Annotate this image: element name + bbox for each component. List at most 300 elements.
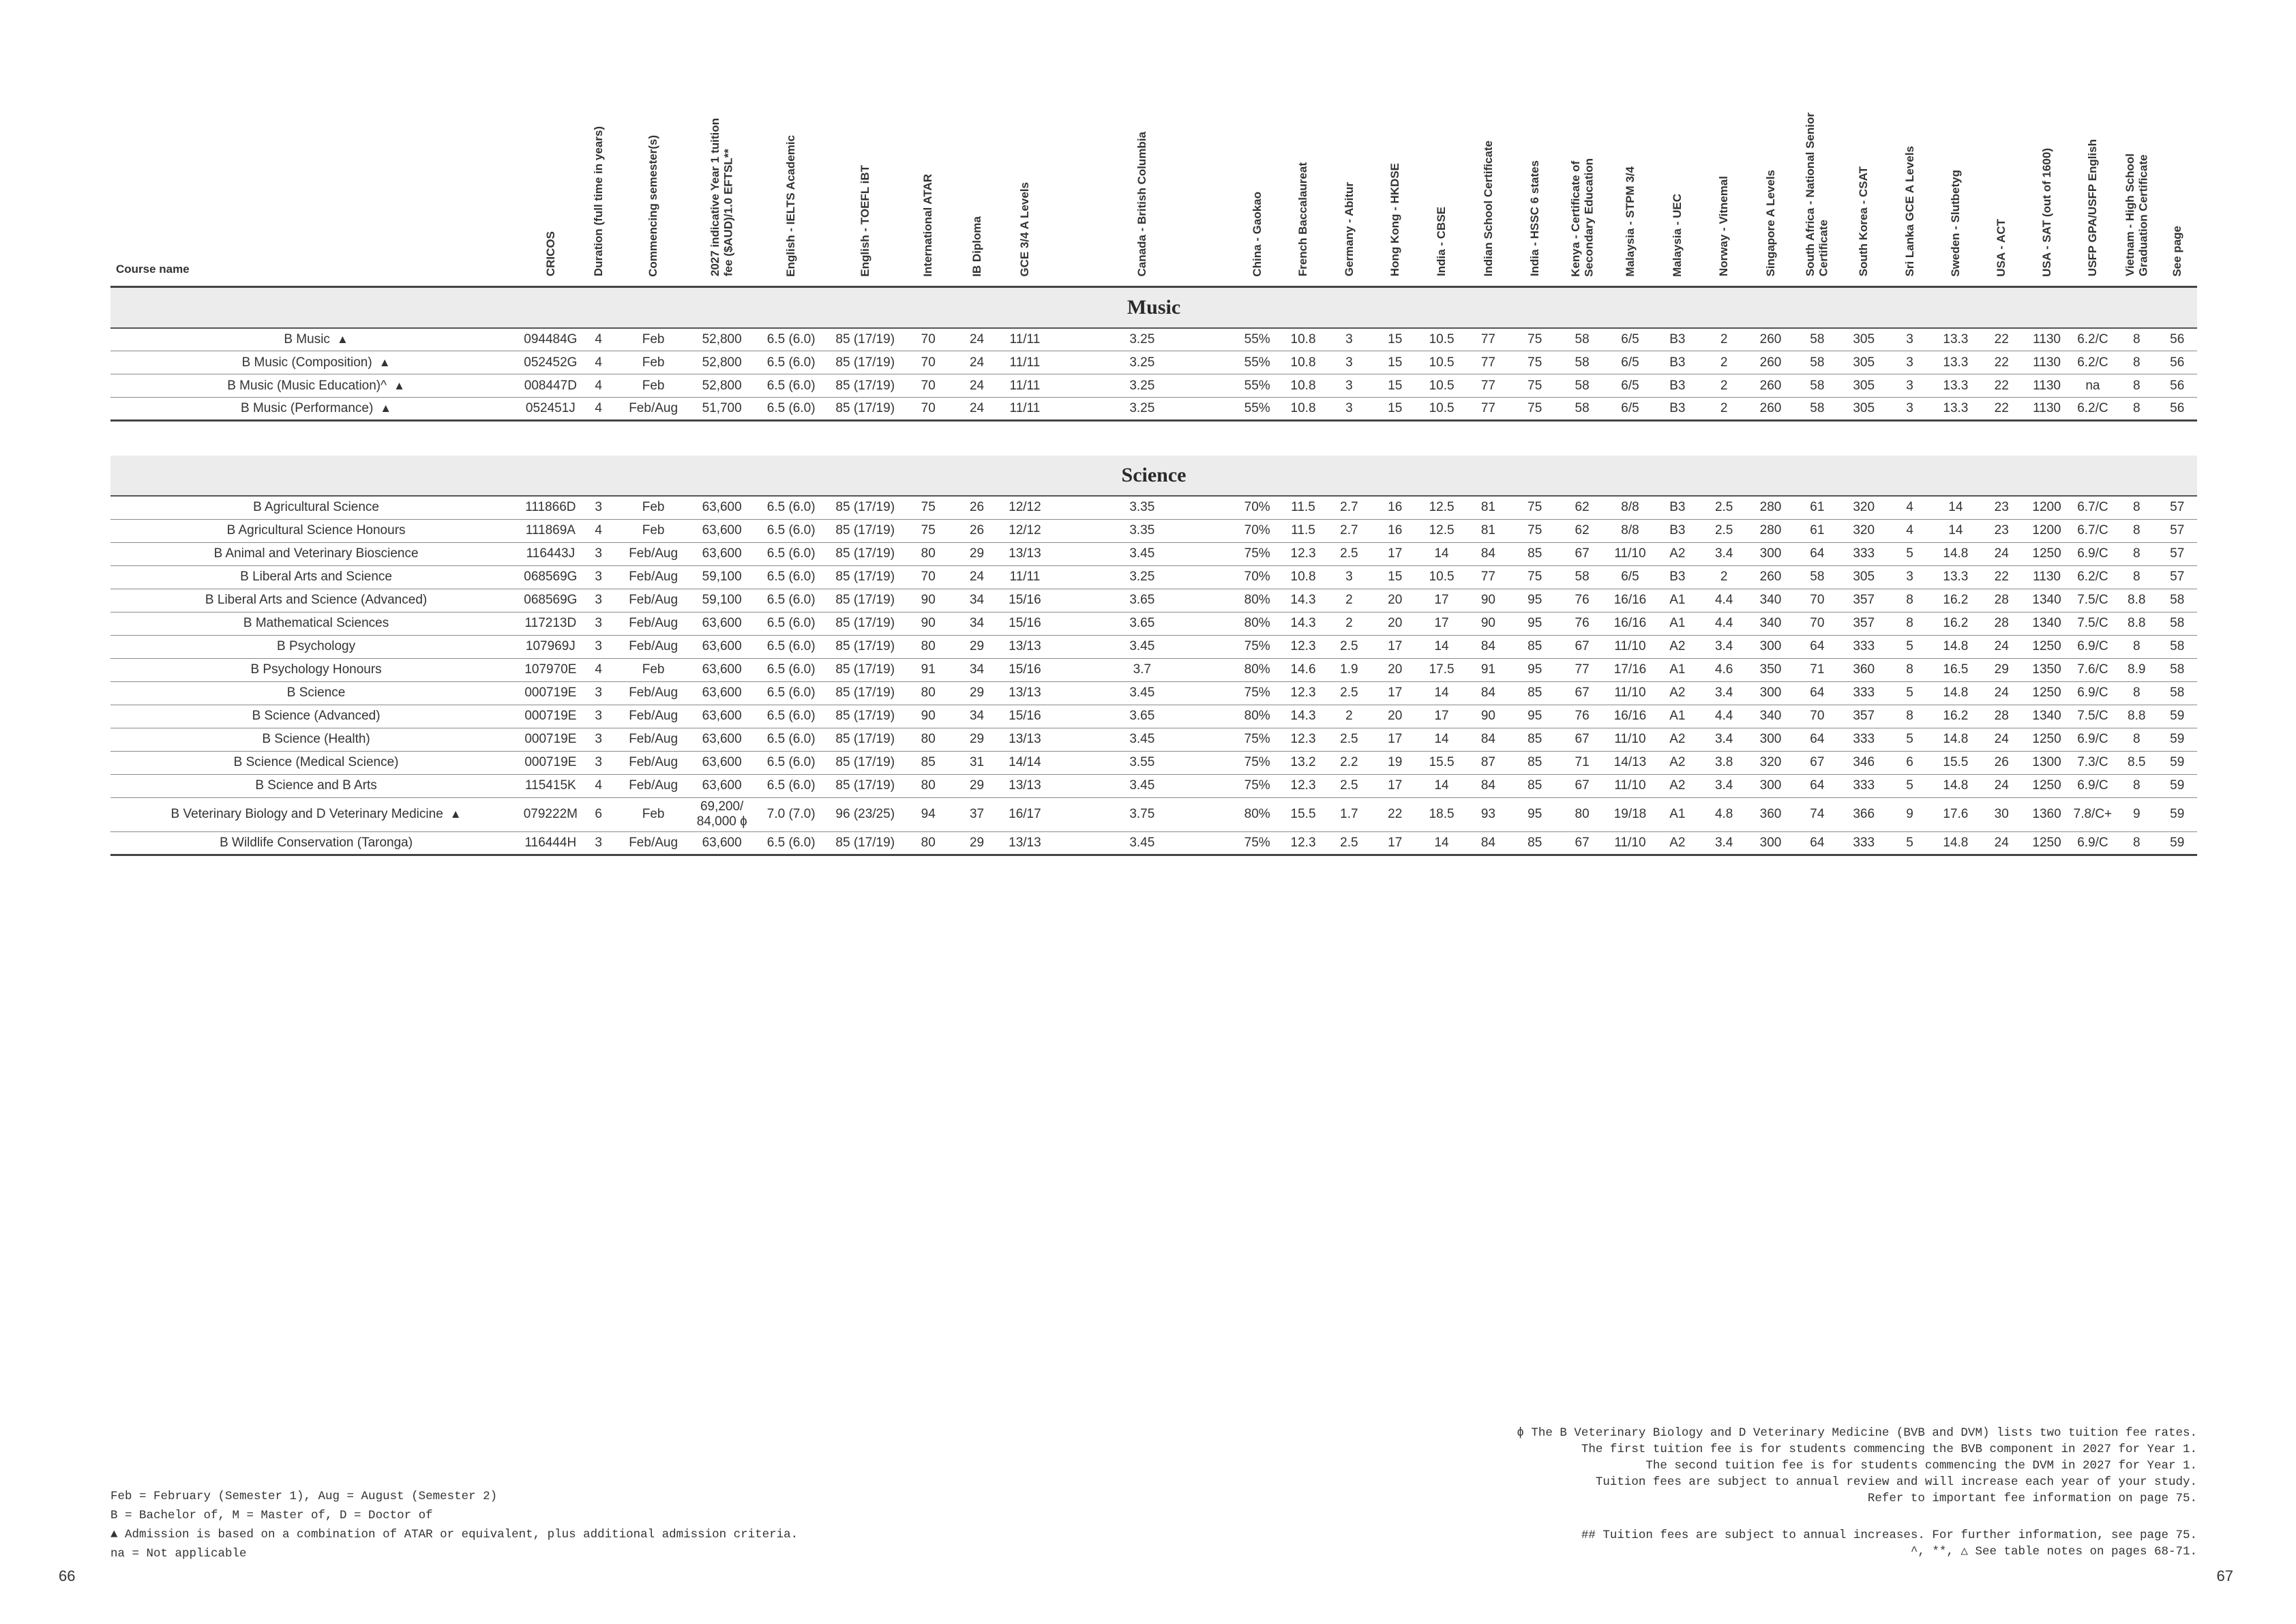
table-cell: 85 (17/19) — [827, 328, 903, 351]
table-cell: 91 — [1465, 658, 1511, 681]
table-cell: 85 — [1512, 728, 1558, 751]
table-cell: 13/13 — [1000, 681, 1049, 705]
table-cell: 56 — [2157, 328, 2197, 351]
table-cell: 58 — [2157, 589, 2197, 612]
table-cell: 2 — [1326, 589, 1371, 612]
table-cell: 77 — [1465, 351, 1511, 374]
table-cell: 2.7 — [1326, 519, 1371, 542]
table-cell: 300 — [1747, 774, 1793, 797]
table-cell: B3 — [1654, 398, 1701, 421]
table-cell: 94 — [903, 797, 953, 831]
table-cell: 16/17 — [1000, 797, 1049, 831]
table-cell: 13.3 — [1933, 351, 1979, 374]
table-cell: 000719E — [522, 751, 579, 774]
table-cell: A1 — [1654, 658, 1701, 681]
column-header-label: GCE 3/4 A Levels — [1018, 181, 1032, 277]
table-cell: 6.5 (6.0) — [755, 589, 828, 612]
table-row — [110, 565, 2197, 589]
fee-note-line: The first tuition fee is for students commencing the BVB component in 2027 for Year 1. — [1581, 1443, 2197, 1456]
table-cell: 14 — [1418, 831, 1465, 855]
table-cell: 20 — [1372, 658, 1418, 681]
table-cell: B3 — [1654, 519, 1701, 542]
table-cell: 29 — [953, 635, 1000, 658]
table-cell: 2.5 — [1701, 519, 1747, 542]
table-cell: 75% — [1235, 728, 1280, 751]
table-cell: 80 — [903, 774, 953, 797]
table-cell: 052451J — [522, 398, 579, 421]
table-cell: 2.5 — [1326, 542, 1371, 565]
table-cell: 70 — [1794, 589, 1840, 612]
table-cell: 346 — [1840, 751, 1887, 774]
table-cell: 6.9/C — [2070, 542, 2116, 565]
table-cell: 70 — [903, 328, 953, 351]
table-cell: 8 — [2116, 398, 2157, 421]
table-cell: 3.65 — [1049, 705, 1234, 728]
table-cell: 63,600 — [689, 705, 755, 728]
table-cell: 4 — [580, 328, 618, 351]
table-cell: 8 — [2116, 635, 2157, 658]
table-cell: 26 — [953, 496, 1000, 519]
table-cell: 8 — [2116, 681, 2157, 705]
fee-notes — [1517, 1425, 2197, 1560]
course-name-cell — [110, 831, 522, 855]
column-header-label: Singapore A Levels — [1763, 169, 1777, 277]
table-cell: 366 — [1840, 797, 1887, 831]
table-cell: 63,600 — [689, 751, 755, 774]
table-cell: 333 — [1840, 681, 1887, 705]
table-cell: 75 — [1512, 328, 1558, 351]
table-cell: 111869A — [522, 519, 579, 542]
fee-note-line: The second tuition fee is for students commencing the DVM in 2027 for Year 1. — [1645, 1459, 2197, 1473]
table-cell: 14.8 — [1933, 774, 1979, 797]
course-name: B Agricultural Science — [253, 500, 379, 515]
table-cell: 1130 — [2024, 328, 2069, 351]
table-cell: 7.5/C — [2070, 705, 2116, 728]
table-cell: 11.5 — [1280, 496, 1326, 519]
table-cell: 24 — [1979, 681, 2024, 705]
table-cell: 58 — [2157, 635, 2197, 658]
table-cell: 11/10 — [1606, 681, 1654, 705]
table-cell: A2 — [1654, 751, 1701, 774]
table-cell: 10.8 — [1280, 351, 1326, 374]
column-header-label: Norway - Vitnemal — [1717, 176, 1731, 277]
multi-line-value: 69,200/ 84,000 ɸ — [696, 799, 747, 829]
column-header — [689, 82, 755, 286]
table-cell: 8 — [2116, 774, 2157, 797]
table-cell: 16/16 — [1606, 612, 1654, 635]
table-cell: 340 — [1747, 705, 1793, 728]
table-cell: A1 — [1654, 705, 1701, 728]
table-cell: 22 — [1979, 398, 2024, 421]
table-cell: 58 — [2157, 658, 2197, 681]
table-cell: 13/13 — [1000, 635, 1049, 658]
table-cell: 1340 — [2024, 612, 2069, 635]
table-cell: 19/18 — [1606, 797, 1654, 831]
column-header — [827, 82, 903, 286]
table-cell: 85 (17/19) — [827, 542, 903, 565]
table-cell: 75 — [903, 496, 953, 519]
table-cell: 300 — [1747, 542, 1793, 565]
table-cell: 71 — [1794, 658, 1840, 681]
table-cell: 6.9/C — [2070, 728, 2116, 751]
table-cell: 59,100 — [689, 589, 755, 612]
table-cell: 2 — [1701, 565, 1747, 589]
table-cell: 280 — [1747, 496, 1793, 519]
table-cell: 280 — [1747, 519, 1793, 542]
course-name-cell — [110, 751, 522, 774]
table-cell: 12.3 — [1280, 774, 1326, 797]
table-cell: Feb/Aug — [618, 542, 689, 565]
column-header — [1979, 82, 2024, 286]
column-header — [953, 82, 1000, 286]
table-cell: 90 — [1465, 705, 1511, 728]
table-cell: 95 — [1512, 658, 1558, 681]
table-cell: 15 — [1372, 565, 1418, 589]
table-cell: 14/13 — [1606, 751, 1654, 774]
table-cell: 6 — [580, 797, 618, 831]
table-cell: 67 — [1794, 751, 1840, 774]
table-cell: 17 — [1372, 635, 1418, 658]
table-cell: 19 — [1372, 751, 1418, 774]
table-cell: 3.4 — [1701, 542, 1747, 565]
table-cell: 260 — [1747, 351, 1793, 374]
page-number-right: 67 — [2216, 1567, 2233, 1584]
table-cell: 63,600 — [689, 542, 755, 565]
table-cell: 75% — [1235, 681, 1280, 705]
fee-note-line: ɸ The B Veterinary Biology and D Veterinary Medicine (BVB and DVM) lists two tuition fee rates. — [1517, 1426, 2197, 1440]
table-cell: 6.2/C — [2070, 398, 2116, 421]
table-cell: 6/5 — [1606, 398, 1654, 421]
table-cell: 11/10 — [1606, 542, 1654, 565]
table-cell: 58 — [2157, 612, 2197, 635]
table-cell: 56 — [2157, 398, 2197, 421]
table-cell: 3 — [1887, 398, 1932, 421]
table-cell: 7.5/C — [2070, 589, 2116, 612]
table-cell: 34 — [953, 705, 1000, 728]
table-cell: 67 — [1558, 774, 1606, 797]
column-header-label: South Korea - CSAT — [1857, 166, 1870, 277]
table-cell: 2 — [1701, 374, 1747, 398]
table-cell: 11/11 — [1000, 565, 1049, 589]
table-cell: 6.9/C — [2070, 831, 2116, 855]
table-cell: A2 — [1654, 681, 1701, 705]
table-cell: 4.6 — [1701, 658, 1747, 681]
table-cell: 11/10 — [1606, 774, 1654, 797]
column-header — [1372, 82, 1418, 286]
table-cell: 15/16 — [1000, 658, 1049, 681]
table-cell: 87 — [1465, 751, 1511, 774]
course-name: B Music (Performance) — [241, 401, 374, 415]
table-cell: 12.5 — [1418, 519, 1465, 542]
table-cell: 17/16 — [1606, 658, 1654, 681]
table-cell: 1360 — [2024, 797, 2069, 831]
table-cell: 305 — [1840, 328, 1887, 351]
table-cell: 59 — [2157, 831, 2197, 855]
table-cell: 85 — [1512, 681, 1558, 705]
fee-note-line: Refer to important fee information on page 75. — [1867, 1492, 2197, 1505]
table-cell: 14 — [1933, 519, 1979, 542]
table-cell: 64 — [1794, 542, 1840, 565]
table-cell: 57 — [2157, 565, 2197, 589]
table-cell: 333 — [1840, 635, 1887, 658]
column-header — [903, 82, 953, 286]
table-cell: 6.9/C — [2070, 774, 2116, 797]
course-name-cell — [110, 681, 522, 705]
table-cell: 85 (17/19) — [827, 751, 903, 774]
table-cell: 1130 — [2024, 565, 2069, 589]
table-row — [110, 328, 2197, 351]
table-cell: 63,600 — [689, 635, 755, 658]
column-header — [1418, 82, 1465, 286]
table-cell: A2 — [1654, 635, 1701, 658]
table-cell: 8 — [2116, 496, 2157, 519]
table-cell: 333 — [1840, 831, 1887, 855]
table-cell: 3.4 — [1701, 774, 1747, 797]
table-cell: 13.3 — [1933, 328, 1979, 351]
table-cell: 24 — [1979, 774, 2024, 797]
table-cell: 3.45 — [1049, 635, 1234, 658]
table-cell: 3.7 — [1049, 658, 1234, 681]
column-header — [1235, 82, 1280, 286]
table-cell: 71 — [1558, 751, 1606, 774]
table-cell: 63,600 — [689, 728, 755, 751]
table-cell: 17 — [1418, 705, 1465, 728]
table-cell: 16.2 — [1933, 705, 1979, 728]
table-cell: 14 — [1418, 542, 1465, 565]
table-cell: 70% — [1235, 496, 1280, 519]
legend-line: Feb = February (Semester 1), Aug = August (Semester 2) — [110, 1490, 498, 1503]
table-cell: 3.4 — [1701, 681, 1747, 705]
table-cell: 2.5 — [1326, 774, 1371, 797]
table-cell: 3.4 — [1701, 831, 1747, 855]
course-name-cell — [110, 728, 522, 751]
triangle-icon: ▲ — [449, 808, 462, 821]
table-cell: 15 — [1372, 328, 1418, 351]
table-cell: 85 (17/19) — [827, 398, 903, 421]
table-cell: Feb/Aug — [618, 774, 689, 797]
column-header — [2070, 82, 2116, 286]
table-cell: 1250 — [2024, 831, 2069, 855]
table-cell: 3 — [1326, 374, 1371, 398]
table-cell: 15/16 — [1000, 705, 1049, 728]
table-cell: 11/10 — [1606, 635, 1654, 658]
column-header-label: USA - SAT (out of 1600) — [2040, 147, 2053, 277]
table-cell: 80% — [1235, 658, 1280, 681]
table-cell: 10.5 — [1418, 398, 1465, 421]
table-cell: 11/10 — [1606, 728, 1654, 751]
table-row — [110, 374, 2197, 398]
table-cell: 22 — [1979, 374, 2024, 398]
table-cell: 300 — [1747, 728, 1793, 751]
table-cell: 1300 — [2024, 751, 2069, 774]
table-cell — [689, 797, 755, 831]
table-row — [110, 635, 2197, 658]
table-cell: 1250 — [2024, 635, 2069, 658]
table-cell: 63,600 — [689, 658, 755, 681]
table-cell: 75% — [1235, 635, 1280, 658]
table-cell: 24 — [1979, 728, 2024, 751]
table-row — [110, 751, 2197, 774]
table-cell: 8 — [2116, 565, 2157, 589]
table-cell: 12.3 — [1280, 681, 1326, 705]
abbreviation-legend — [110, 1487, 798, 1563]
column-header-label: Sweden - Slutbetyg — [1949, 169, 1963, 277]
table-cell: 85 (17/19) — [827, 635, 903, 658]
table-cell: 3 — [580, 565, 618, 589]
table-cell: 85 (17/19) — [827, 774, 903, 797]
table-cell: 14 — [1418, 774, 1465, 797]
table-cell: 80 — [903, 681, 953, 705]
table-row — [110, 658, 2197, 681]
column-header — [618, 82, 689, 286]
table-row — [110, 519, 2197, 542]
table-cell: 000719E — [522, 728, 579, 751]
table-cell: 4 — [1887, 496, 1932, 519]
column-header — [1000, 82, 1049, 286]
table-cell: 95 — [1512, 705, 1558, 728]
table-cell: 068569G — [522, 589, 579, 612]
column-header-label: USA - ACT — [1995, 218, 2008, 277]
table-cell: 17 — [1372, 681, 1418, 705]
table-row — [110, 774, 2197, 797]
table-cell: 28 — [1979, 705, 2024, 728]
table-cell: 3.75 — [1049, 797, 1234, 831]
table-cell: 12/12 — [1000, 519, 1049, 542]
table-cell: 15 — [1372, 398, 1418, 421]
column-header-label: English - IELTS Academic — [784, 134, 798, 277]
table-cell: 62 — [1558, 519, 1606, 542]
table-row — [110, 797, 2197, 831]
column-header — [1280, 82, 1326, 286]
table-cell: 3 — [580, 612, 618, 635]
column-header — [755, 82, 828, 286]
table-cell: 85 — [1512, 774, 1558, 797]
table-row — [110, 705, 2197, 728]
table-cell: A2 — [1654, 774, 1701, 797]
table-cell: 15 — [1372, 351, 1418, 374]
table-cell: 8 — [2116, 542, 2157, 565]
course-name-cell — [110, 774, 522, 797]
table-cell: 13.3 — [1933, 398, 1979, 421]
section-spacer — [110, 421, 2197, 456]
column-header-label: South Africa - National Senior Certificate — [1804, 113, 1830, 277]
table-cell: 22 — [1979, 351, 2024, 374]
table-cell: 14.8 — [1933, 635, 1979, 658]
table-cell: 90 — [1465, 589, 1511, 612]
table-cell: 58 — [1794, 351, 1840, 374]
table-cell: 305 — [1840, 565, 1887, 589]
course-name: B Psychology — [277, 639, 356, 653]
table-cell: 6.5 (6.0) — [755, 831, 828, 855]
column-header-label: USFP GPA/USFP English — [2086, 139, 2100, 277]
table-cell: 80% — [1235, 705, 1280, 728]
table-cell: 85 (17/19) — [827, 831, 903, 855]
table-cell: 8 — [2116, 374, 2157, 398]
table-cell: 1340 — [2024, 705, 2069, 728]
table-cell: 17 — [1372, 542, 1418, 565]
table-cell: 95 — [1512, 589, 1558, 612]
table-cell: Feb/Aug — [618, 612, 689, 635]
table-cell: Feb/Aug — [618, 635, 689, 658]
table-cell: 58 — [1794, 565, 1840, 589]
course-name-cell — [110, 519, 522, 542]
table-cell: 85 (17/19) — [827, 612, 903, 635]
table-cell: 3.4 — [1701, 728, 1747, 751]
table-cell: 1200 — [2024, 519, 2069, 542]
column-header — [1558, 82, 1606, 286]
table-cell: 14.8 — [1933, 728, 1979, 751]
table-cell: 7.0 (7.0) — [755, 797, 828, 831]
table-cell: 12.5 — [1418, 496, 1465, 519]
table-cell: 3 — [580, 705, 618, 728]
table-cell: 16.2 — [1933, 589, 1979, 612]
course-name: B Science (Medical Science) — [233, 755, 399, 769]
table-cell: 14.3 — [1280, 705, 1326, 728]
table-header-row — [110, 82, 2197, 286]
table-cell: 15.5 — [1418, 751, 1465, 774]
table-cell: 333 — [1840, 728, 1887, 751]
table-cell: 67 — [1558, 728, 1606, 751]
table-cell: 37 — [953, 797, 1000, 831]
course-name: B Wildlife Conservation (Taronga) — [220, 835, 413, 850]
table-cell: B3 — [1654, 328, 1701, 351]
table-cell: 20 — [1372, 705, 1418, 728]
table-row — [110, 496, 2197, 519]
table-cell: 77 — [1558, 658, 1606, 681]
table-cell: 77 — [1465, 328, 1511, 351]
table-cell: 13/13 — [1000, 774, 1049, 797]
column-header-label: China - Gaokao — [1250, 191, 1264, 277]
table-cell: 75 — [1512, 374, 1558, 398]
table-cell: 84 — [1465, 831, 1511, 855]
table-cell: 3.25 — [1049, 565, 1234, 589]
table-cell: 15.5 — [1933, 751, 1979, 774]
table-cell: 6.9/C — [2070, 635, 2116, 658]
section-header-row — [110, 456, 2197, 496]
table-cell: 17 — [1418, 612, 1465, 635]
table-cell: 28 — [1979, 612, 2024, 635]
table-cell: 85 (17/19) — [827, 565, 903, 589]
table-cell: 094484G — [522, 328, 579, 351]
table-cell: 3 — [1887, 565, 1932, 589]
table-cell: 16 — [1372, 496, 1418, 519]
table-cell: 6.9/C — [2070, 681, 2116, 705]
table-cell: A2 — [1654, 831, 1701, 855]
table-cell: 15 — [1372, 374, 1418, 398]
table-cell: 6.5 (6.0) — [755, 612, 828, 635]
table-cell: 079222M — [522, 797, 579, 831]
table-cell: 6 — [1887, 751, 1932, 774]
course-name: B Mathematical Sciences — [243, 616, 389, 630]
table-cell: 58 — [2157, 681, 2197, 705]
table-cell: 1340 — [2024, 589, 2069, 612]
table-cell: 4 — [580, 374, 618, 398]
table-cell: 357 — [1840, 589, 1887, 612]
course-name: B Animal and Veterinary Bioscience — [213, 546, 419, 561]
table-cell: 3.55 — [1049, 751, 1234, 774]
table-cell: Feb/Aug — [618, 565, 689, 589]
table-cell: 64 — [1794, 728, 1840, 751]
table-cell: 3 — [1326, 398, 1371, 421]
table-cell: 12.3 — [1280, 635, 1326, 658]
table-cell: 77 — [1465, 398, 1511, 421]
table-cell: 29 — [953, 774, 1000, 797]
table-cell: 58 — [1794, 328, 1840, 351]
column-header — [1840, 82, 1887, 286]
table-cell: 2 — [1701, 328, 1747, 351]
table-row — [110, 351, 2197, 374]
table-cell: 84 — [1465, 635, 1511, 658]
